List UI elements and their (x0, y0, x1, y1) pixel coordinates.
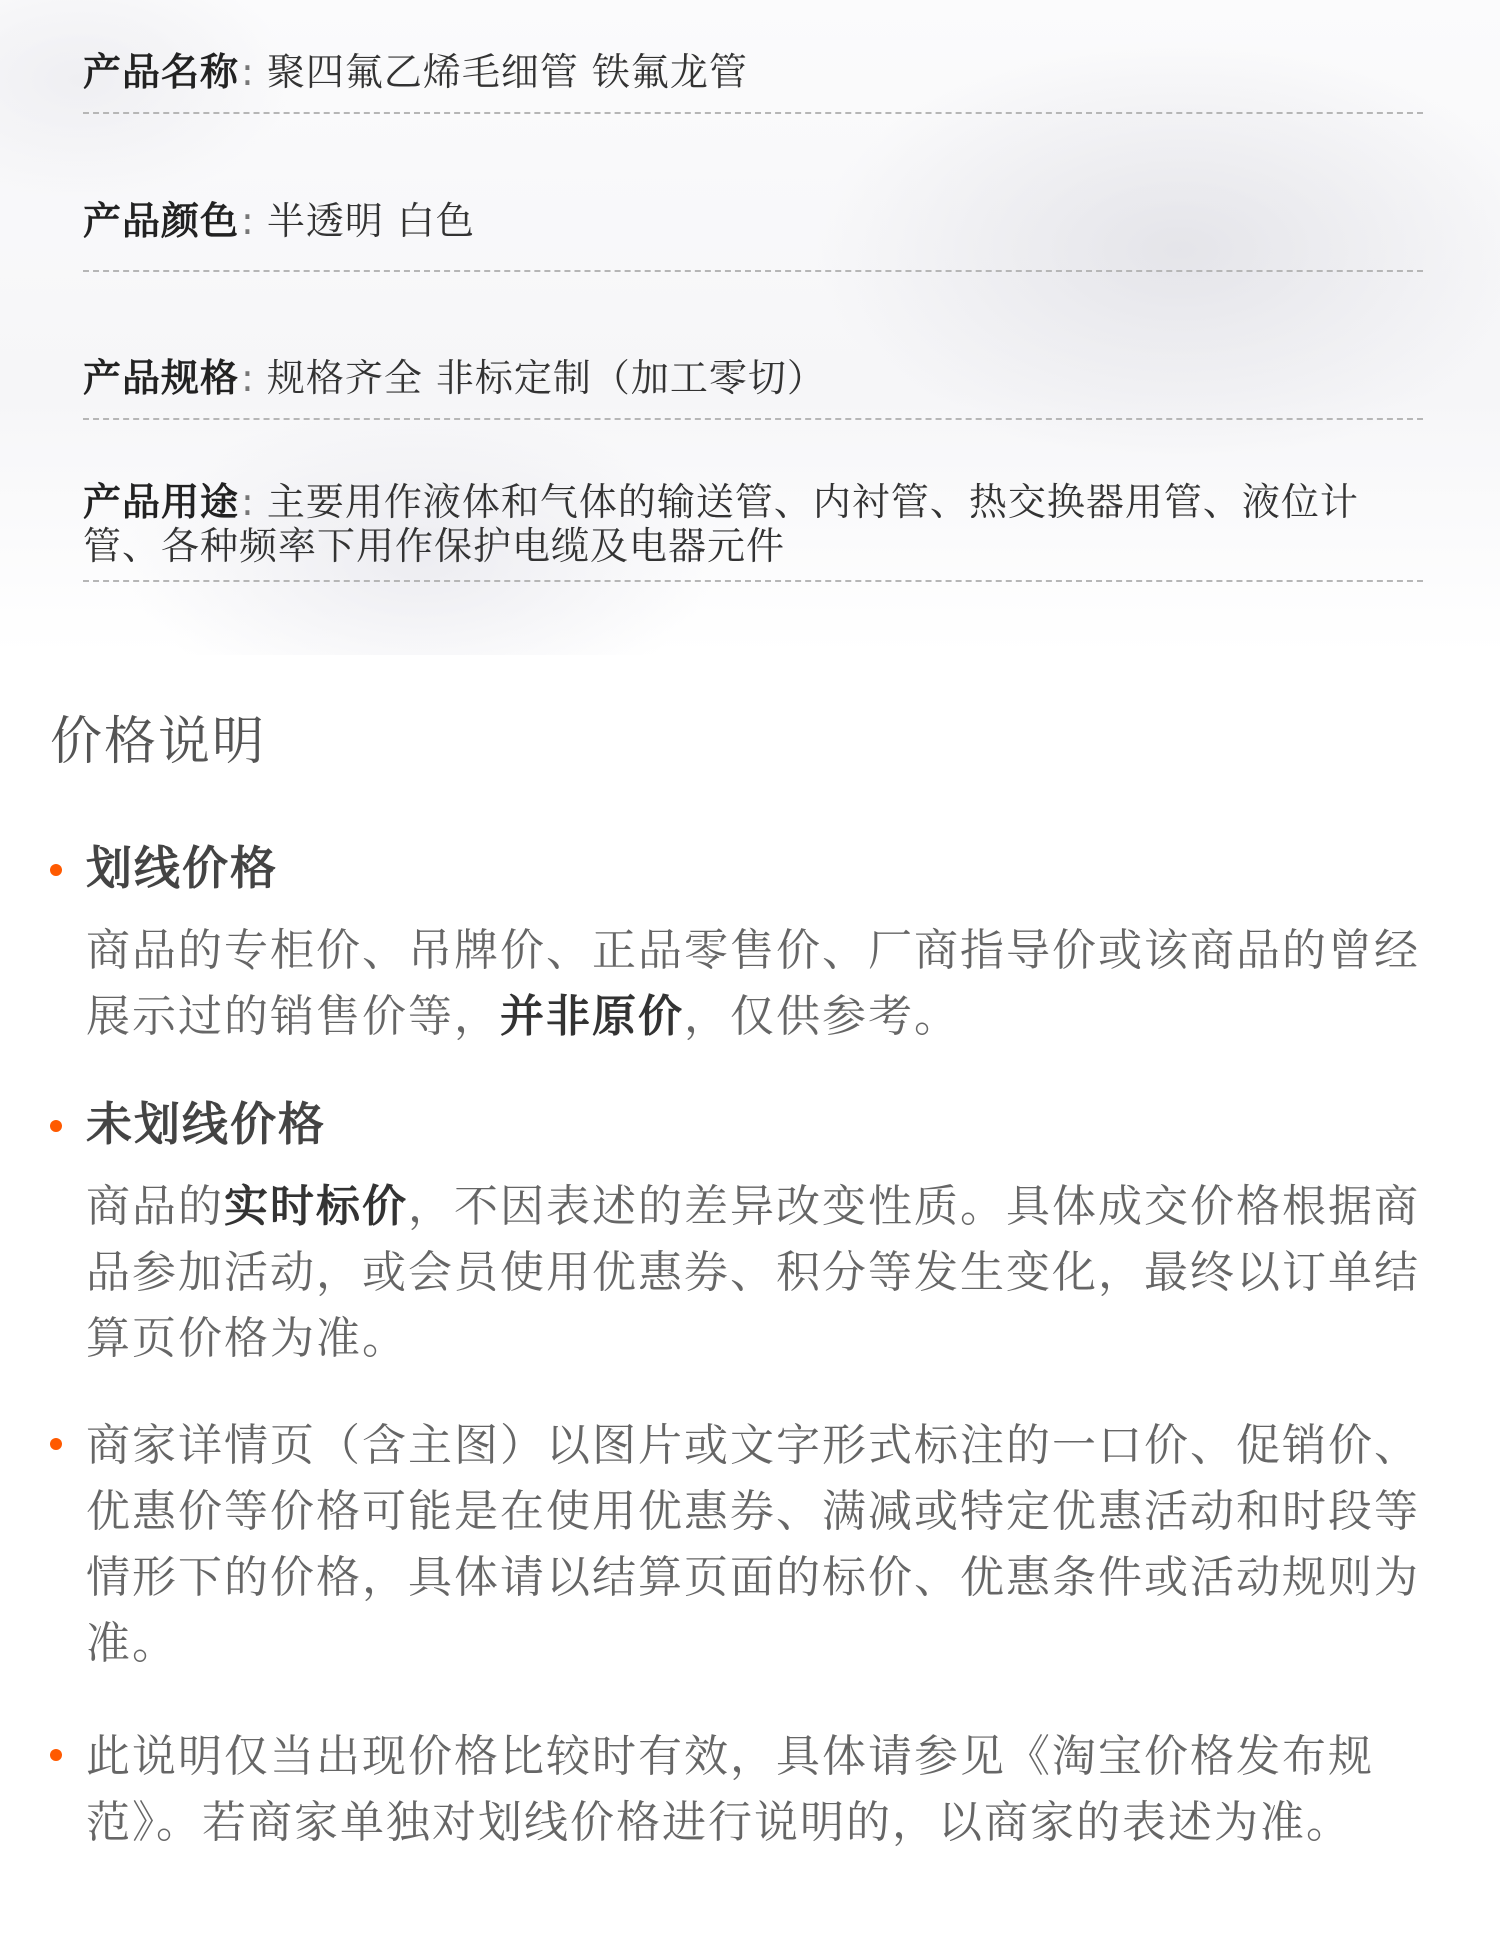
spec-separator: : (241, 50, 255, 94)
bullet-dot-icon (50, 864, 62, 876)
spec-value: 聚四氟乙烯毛细管 铁氟龙管 (266, 50, 748, 94)
body-text: ，不因表述的差异改变性质。具体成交价格根据商品参加活动，或会员使用优惠券、积分等发生变化，最终以订单结算页价格为准。 (86, 1181, 1420, 1364)
dashed-divider (83, 270, 1423, 272)
item-heading: 划线价格 (86, 841, 278, 895)
dashed-divider (83, 418, 1423, 420)
spec-separator: : (241, 199, 255, 243)
spec-label: 产品用途 (83, 480, 240, 524)
body-text: 商品的专柜价、吊牌价、正品零售价、厂商指导价或该商品的曾经展示过的销售价等， (86, 925, 1420, 1042)
spec-value: 规格齐全 非标定制（加工零切） (266, 356, 826, 400)
body-emphasis: 并非原价 (500, 991, 684, 1042)
spec-value: 半透明 白色 (266, 199, 475, 243)
spec-separator: : (241, 356, 255, 400)
spec-row-color (83, 199, 1423, 243)
body-text: ，仅供参考。 (684, 991, 960, 1042)
bullet-dot-icon (50, 1749, 62, 1761)
bullet-dot-icon (50, 1438, 62, 1450)
dashed-divider (83, 580, 1423, 582)
item-body: 商家详情页（含主图）以图片或文字形式标注的一口价、促销价、优惠价等价格可能是在使用优惠券、满减或特定优惠活动和时段等情形下的价格，具体请以结算页面的标价、优惠条件或活动规则为准。 (86, 1420, 1420, 1669)
spec-label: 产品颜色 (83, 199, 240, 243)
spec-label: 产品名称 (83, 50, 240, 94)
spec-row-usage (83, 480, 1423, 568)
body-emphasis: 实时标价 (224, 1181, 408, 1232)
item-heading: 未划线价格 (86, 1097, 326, 1151)
product-spec-panel (0, 0, 1500, 655)
body-text: 商品的 (86, 1181, 224, 1232)
spec-value: 主要用作液体和气体的输送管、内衬管、热交换器用管、液位计管、各种频率下用作保护电缆及电器元件 (83, 480, 1359, 568)
spec-label: 产品规格 (83, 356, 240, 400)
price-explanation-title: 价格说明 (50, 712, 267, 772)
bullet-dot-icon (50, 1120, 62, 1132)
spec-row-name (83, 50, 1423, 94)
item-body (86, 918, 1430, 1050)
spec-separator: : (241, 480, 255, 524)
item-body: 此说明仅当出现价格比较时有效，具体请参见《淘宝价格发布规范》。若商家单独对划线价格进行说明的，以商家的表述为准。 (86, 1731, 1374, 1848)
item-body (86, 1174, 1430, 1372)
spec-row-size (83, 356, 1423, 400)
dashed-divider (83, 112, 1423, 114)
